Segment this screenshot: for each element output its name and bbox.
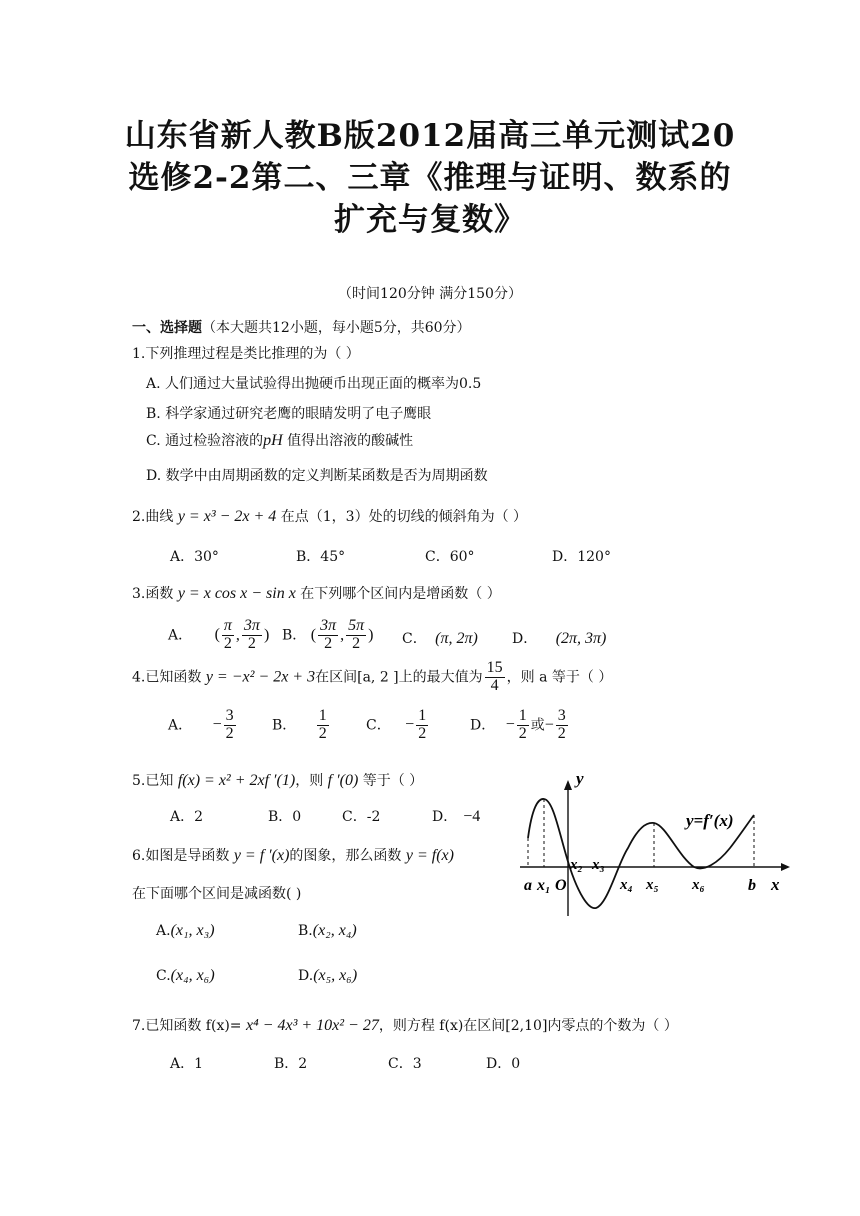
point-x6-label: x₆: [692, 877, 705, 893]
q1-c-post: 值得出溶液的酸碱性: [282, 433, 414, 449]
q4-stem: [132, 660, 612, 695]
q3-stem: [132, 583, 501, 603]
q4-a-letter: A．: [168, 717, 193, 734]
q5-option-b: B．0: [268, 809, 302, 825]
point-x1-label: x₁: [537, 877, 551, 894]
q3-c-math: (π, 2π): [435, 630, 478, 647]
curve-label: y=f′(x): [686, 811, 734, 830]
q5-math2: f ′(0): [327, 772, 359, 789]
q5-post: 等于（ ）: [362, 773, 424, 789]
q6-option-a: A.(x₁, x₃): [156, 922, 215, 939]
q6-option-d: D.(x₅, x₆): [298, 967, 358, 984]
q5-option-a: A．2: [170, 809, 204, 825]
y-axis-arrow: [564, 780, 572, 790]
point-x4-label: x₄: [620, 877, 633, 893]
q5-stem: [132, 770, 423, 790]
q4-option-d: D． − $\frac{1}{2}$ 或− $\frac{3}{2}$: [470, 707, 566, 742]
q4-pre: 4.已知函数: [132, 669, 202, 686]
subtitle: （时间120分钟 满分150分）: [338, 286, 522, 302]
q3-option-b: B． ( $\frac{3\pi}{2}$ , $\frac{5\pi}{2}$ ): [282, 617, 374, 652]
q3-b-frac2: $\frac{5\pi}{2}$: [348, 617, 365, 652]
q5-math: f(x) = x² + 2xf ′(1): [177, 772, 296, 789]
q3-option-c: [402, 628, 478, 648]
q4-a-frac: $\frac{3}{2}$: [225, 707, 234, 742]
section-head: 一、选择题: [132, 320, 202, 336]
q3-post: 在下列哪个区间内是增函数（ ）: [300, 586, 501, 602]
section-header: [132, 317, 471, 337]
point-x5-label: x₅: [646, 877, 659, 893]
q2-option-b: B．45°: [296, 549, 346, 565]
q6-stem: [132, 845, 454, 865]
q6-math2: y = f(x): [405, 847, 454, 864]
q1-c-pre: C. 通过检验溶液的: [146, 433, 264, 449]
q5-pre: 5.已知: [132, 773, 174, 789]
q5-mid: ，则: [295, 773, 324, 789]
q6-c-math: (x₄, x₆): [170, 967, 215, 984]
x-axis-arrow: [781, 863, 790, 871]
q6-math1: y = f ′(x): [233, 847, 290, 864]
q2-stem: [132, 506, 527, 526]
x-axis-label: x: [771, 875, 780, 894]
q3-a-frac2: $\frac{3\pi}{2}$: [243, 617, 260, 652]
y-axis-label: y: [576, 769, 584, 788]
q6-pre: 6.如图是导函数: [132, 848, 230, 864]
q3-option-a: A． ( $\frac{\pi}{2}$ , $\frac{3\pi}{2}$ ): [168, 617, 270, 652]
q7-math: x⁴ − 4x³ + 10x² − 27: [246, 1017, 379, 1034]
point-x3-label: x₃: [592, 857, 605, 873]
q6-option-c: C.(x₄, x₆): [156, 967, 215, 984]
q3-d-math: (2π, 3π): [555, 630, 607, 647]
q7-option-c: C．3: [388, 1056, 422, 1072]
q4-d-frac1: $\frac{1}{2}$: [518, 707, 527, 742]
q2-math: y = x³ − 2x + 4: [177, 508, 277, 525]
q2-pre: 2.曲线: [132, 509, 174, 525]
q3-c-letter: C．: [402, 631, 427, 647]
q4-option-a: A． − $\frac{3}{2}$: [168, 707, 234, 742]
q3-b-frac1: $\frac{3\pi}{2}$: [320, 617, 337, 652]
derivative-graph-figure: [518, 768, 800, 918]
q4-max-frac: $\frac{15}{4}$: [486, 659, 503, 694]
q1-c-math: pH: [263, 432, 283, 449]
q3-option-d: [512, 628, 606, 648]
q1-stem: 1.下列推理过程是类比推理的为（ ）: [132, 346, 360, 362]
q2-option-a: A．30°: [170, 549, 219, 565]
q3-a-letter: A．: [168, 627, 193, 644]
q7-pre: 7.已知函数 f(x)=: [132, 1018, 246, 1034]
q4-option-c: C． − $\frac{1}{2}$: [366, 707, 427, 742]
q4-c-frac: $\frac{1}{2}$: [418, 707, 427, 742]
q4-b-letter: B．: [272, 717, 297, 734]
q4-d-letter: D．: [470, 717, 496, 734]
q3-b-letter: B．: [282, 627, 307, 644]
q7-stem: [132, 1015, 678, 1035]
q5-option-c: C．-2: [342, 809, 381, 825]
point-b-label: b: [748, 877, 756, 894]
q1-option-a: A. 人们通过大量试验得出抛硬币出现正面的概率为0.5: [146, 376, 482, 392]
q4-mid: 在区间[a, 2 ]上的最大值为: [315, 669, 483, 686]
q1-option-b: B. 科学家通过研究老鹰的眼睛发明了电子鹰眼: [146, 406, 432, 422]
q4-c-letter: C．: [366, 717, 391, 734]
q6-line2: 在下面哪个区间是减函数( ): [132, 886, 302, 902]
q1-option-c: [146, 430, 413, 450]
q2-post: 在点（1，3）处的切线的倾斜角为（ ）: [280, 509, 528, 525]
q5-option-d: D． −4: [432, 808, 481, 825]
q7-post: ，则方程 f(x)在区间[2,10]内零点的个数为（ ）: [378, 1018, 678, 1034]
q6-option-b: B.(x₂, x₄): [298, 922, 357, 939]
point-a-label: a: [524, 877, 532, 894]
q4-d-frac2: $\frac{3}{2}$: [557, 707, 566, 742]
origin-label: O: [555, 877, 567, 894]
q2-option-d: D．120°: [552, 549, 611, 565]
q4-b-frac: $\frac{1}{2}$: [318, 707, 327, 742]
q3-a-frac1: $\frac{\pi}{2}$: [223, 617, 232, 652]
q4-post: ，则 a 等于（ ）: [506, 669, 613, 686]
q6-b-math: (x₂, x₄): [312, 922, 357, 939]
title-line-2: 选修2-2第二、三章《推理与证明、数系的: [128, 160, 732, 196]
q1-option-d: D. 数学中由周期函数的定义判断某函数是否为周期函数: [146, 468, 488, 484]
section-note: （本大题共12小题，每小题5分，共60分）: [202, 320, 471, 336]
q7-option-a: A．1: [170, 1056, 204, 1072]
q3-math: y = x cos x − sin x: [177, 585, 296, 602]
q7-option-b: B．2: [274, 1056, 308, 1072]
q5-d-math: −4: [463, 808, 481, 825]
q4-option-b: [272, 708, 331, 743]
q7-option-d: D．0: [486, 1056, 521, 1072]
title-line-3: 扩充与复数》: [334, 202, 526, 238]
q6-mid: 的图象，那么函数: [289, 848, 402, 864]
q6-d-math: (x₅, x₆): [313, 967, 358, 984]
point-x2-label: x₂: [570, 857, 583, 873]
q4-math: y = −x² − 2x + 3: [205, 668, 316, 686]
q2-option-c: C．60°: [425, 549, 475, 565]
q6-a-math: (x₁, x₃): [170, 922, 215, 939]
title-line-1: 山东省新人教B版2012届高三单元测试20: [124, 118, 736, 154]
q3-d-letter: D．: [512, 631, 538, 647]
q3-pre: 3.函数: [132, 586, 174, 602]
